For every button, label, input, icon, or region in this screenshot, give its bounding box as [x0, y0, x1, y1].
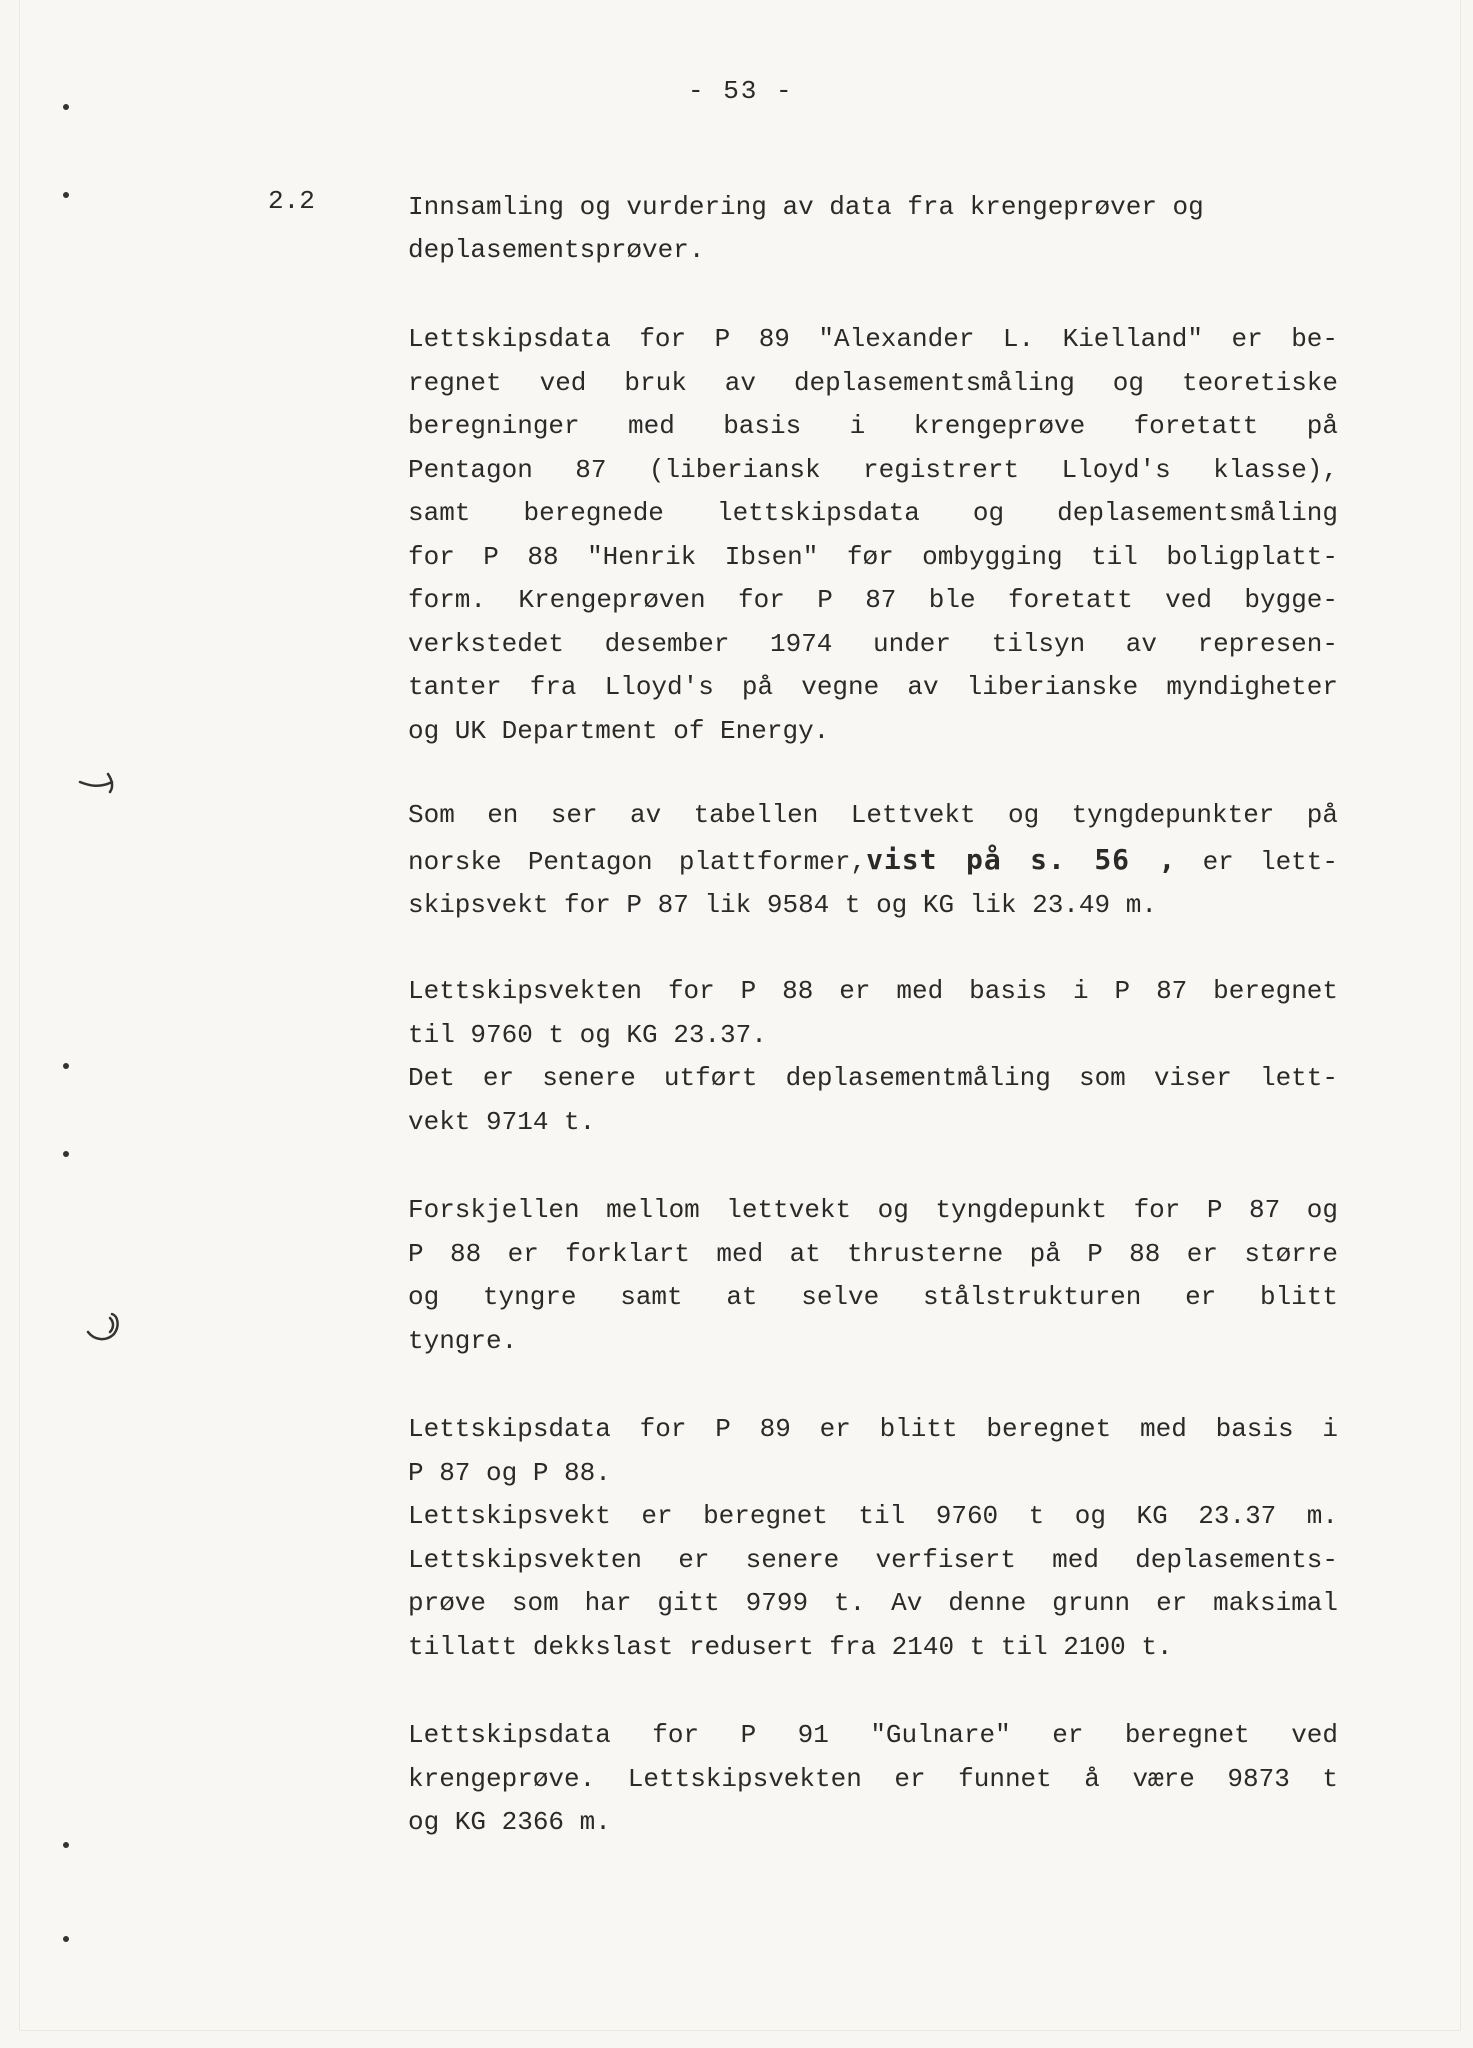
text-line: og KG 2366 m.	[408, 1807, 611, 1837]
text-line: og UK Department of Energy.	[408, 715, 830, 746]
text-line: regnet ved bruk av deplasementsmåling og teoretiske	[408, 367, 1338, 398]
text-line: beregninger med basis i krengeprøve foretatt på	[408, 411, 1338, 441]
text-line: Lettskipsdata for P 91 "Gulnare" er beregnet ved	[408, 1720, 1338, 1750]
margin-dot	[63, 1151, 69, 1157]
text-line: og tyngre samt at selve stålstrukturen er blitt	[408, 1282, 1338, 1312]
text-line: Det er senere utført deplasementmåling som viser lett-	[408, 1063, 1338, 1093]
text-line: Lettskipsvekten er senere verfisert med deplasements-	[408, 1544, 1338, 1575]
page-number: - 53 -	[688, 76, 794, 106]
paragraph-3	[408, 970, 1338, 1144]
text-line: vekt 9714 t.	[408, 1106, 596, 1137]
margin-dot	[63, 1842, 69, 1848]
paragraph-5	[408, 1408, 1338, 1669]
text-line: Forskjellen mellom lettvekt og tyngdepunkt for P 87 og	[408, 1195, 1338, 1225]
text-line: for P 88 "Henrik Ibsen" før ombygging til boligplatt-	[408, 541, 1338, 572]
text-line: Som en ser av tabellen Lettvekt og tyngdepunkter på	[408, 800, 1338, 830]
text-line: krengeprøve. Lettskipsvekten er funnet å være 9873 t	[408, 1763, 1338, 1794]
text-line: skipsvekt for P 87 lik 9584 t og KG lik 23.49 m.	[408, 890, 1157, 920]
margin-pencil-mark	[84, 1308, 128, 1348]
section-title: Innsamling og vurdering av data fra krengeprøver og deplasementsprøver.	[408, 192, 1204, 265]
margin-dot	[63, 104, 69, 110]
text-line-with-stamp	[408, 838, 1338, 885]
text-line: tillatt dekkslast redusert fra 2140 t til 2100 t.	[408, 1631, 1173, 1662]
text-line: Lettskipsvekt er beregnet til 9760 t og KG 23.37 m.	[408, 1501, 1338, 1531]
text-line: Lettskipsdata for P 89 "Alexander L. Kielland" er be-	[408, 324, 1338, 354]
margin-dot	[63, 1063, 69, 1069]
page-reference-stamp: vist på s. 56 ,	[866, 842, 1177, 876]
text-line: form. Krengeprøven for P 87 ble foretatt ved bygge-	[408, 585, 1338, 615]
paragraph-2	[408, 794, 1338, 928]
text-line: tanter fra Lloyd's på vegne av liberianske myndigheter	[408, 672, 1338, 702]
text-line: P 88 er forklart med at thrusterne på P 88 er større	[408, 1238, 1338, 1269]
paragraph-6	[408, 1714, 1338, 1845]
margin-dot	[63, 192, 69, 198]
text-run: norske Pentagon plattformer,	[408, 846, 867, 877]
paragraph-1	[408, 318, 1338, 753]
text-line: prøve som har gitt 9799 t. Av denne grunn er maksimal	[408, 1588, 1338, 1618]
text-line: P 87 og P 88.	[408, 1457, 611, 1488]
text-run: er lett-	[1176, 846, 1338, 877]
margin-dot	[63, 1936, 69, 1942]
text-line: Lettskipsdata for P 89 er blitt beregnet med basis i	[408, 1414, 1338, 1444]
section-number: 2.2	[268, 186, 315, 216]
margin-pencil-mark	[78, 766, 122, 796]
text-line: tyngre.	[408, 1325, 518, 1356]
text-line: Lettskipsvekten for P 88 er med basis i P 87 beregnet	[408, 976, 1338, 1006]
paragraph-4	[408, 1189, 1338, 1363]
text-line: til 9760 t og KG 23.37.	[408, 1019, 767, 1050]
text-line: verkstedet desember 1974 under tilsyn av represen-	[408, 628, 1338, 659]
text-line: Pentagon 87 (liberiansk registrert Lloyd's klasse),	[408, 454, 1338, 485]
text-line: samt beregnede lettskipsdata og deplasementsmåling	[408, 498, 1338, 528]
